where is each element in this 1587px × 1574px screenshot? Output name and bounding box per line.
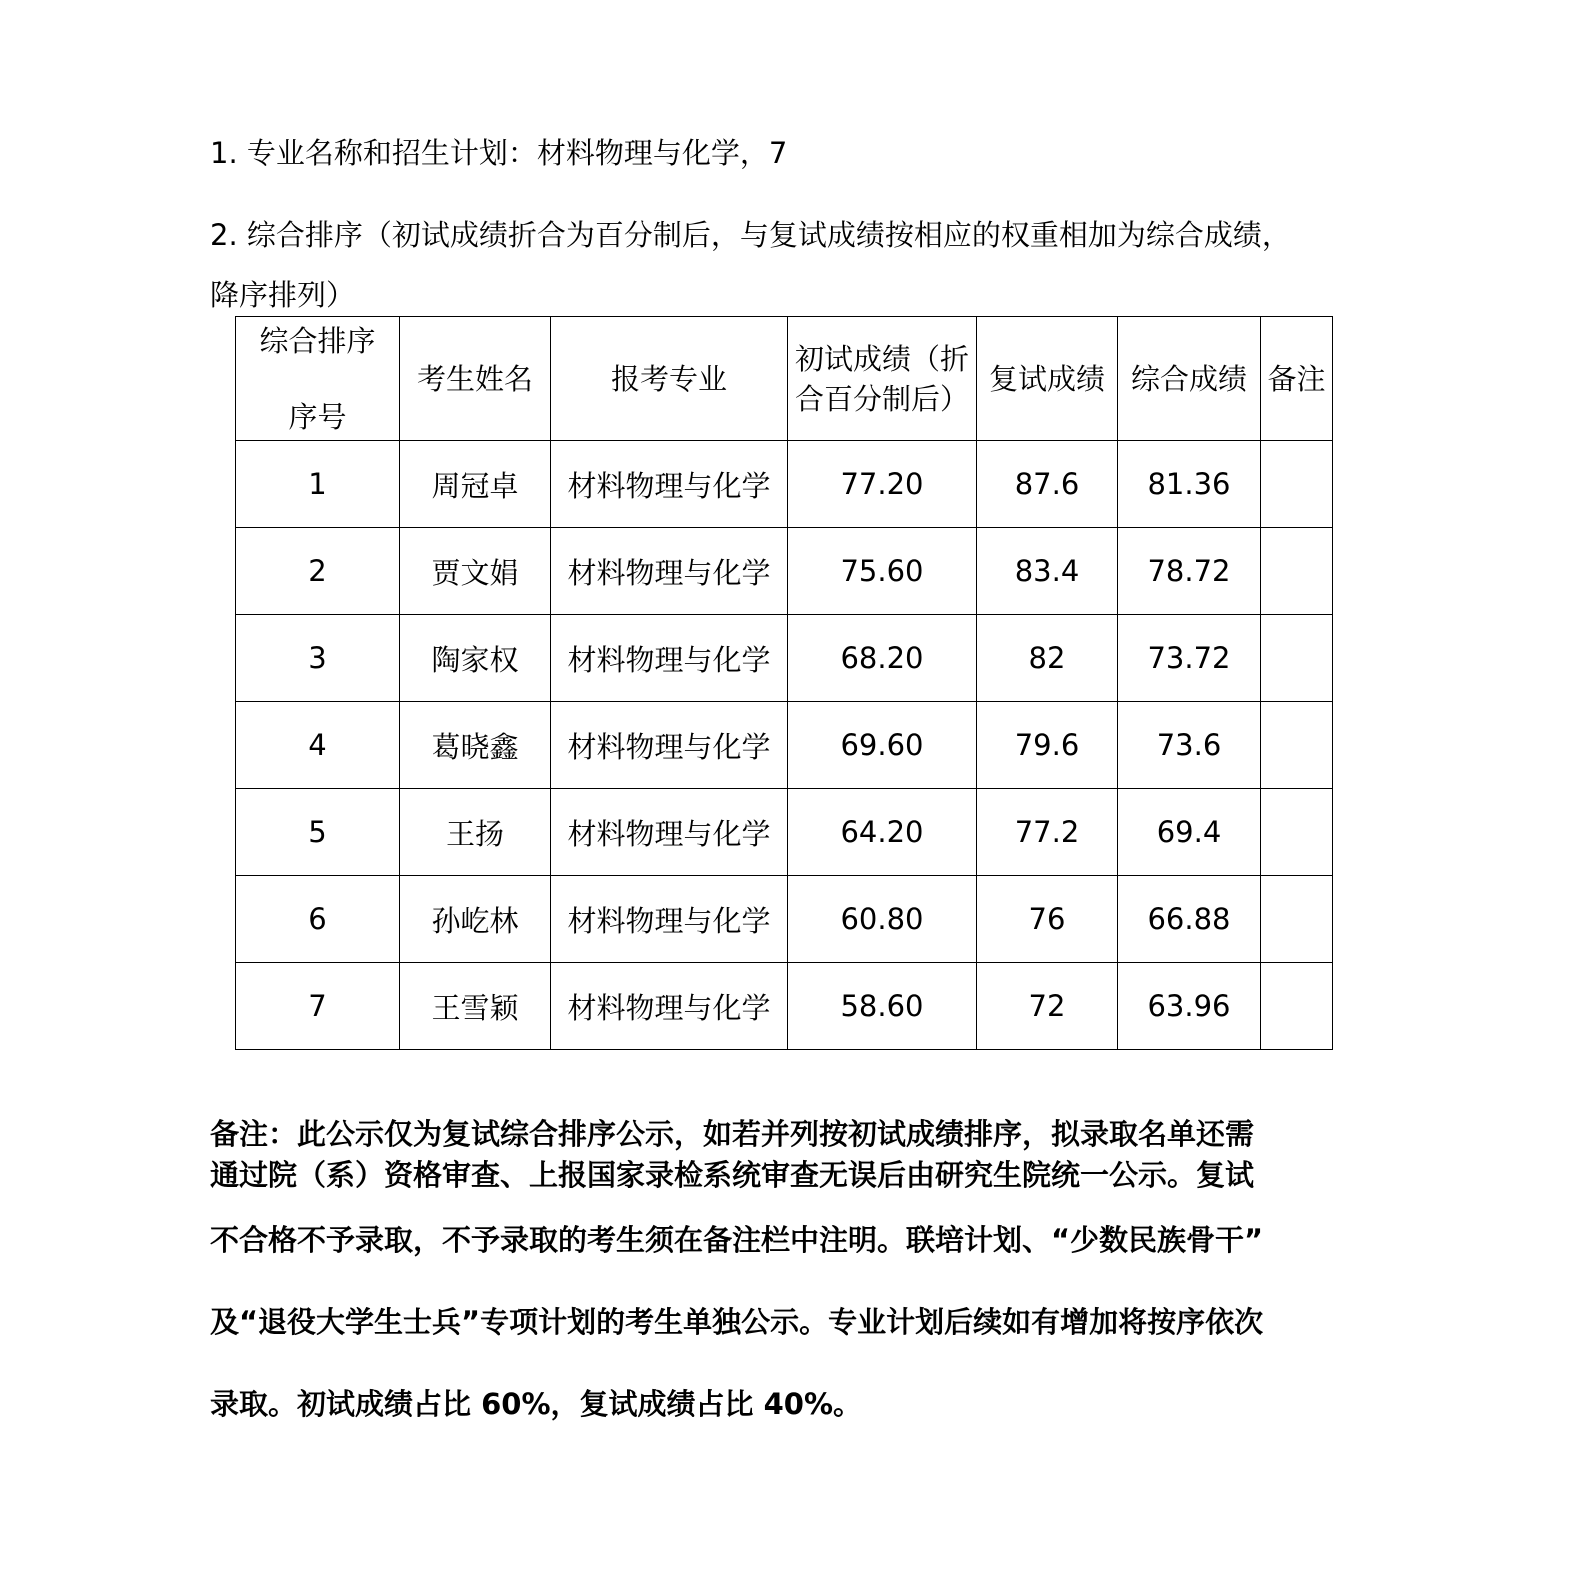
table-header-row [236, 317, 1333, 441]
header-name: 考生姓名 [400, 317, 551, 441]
cell-total-score: 81.36 [1118, 441, 1261, 528]
cell-name: 王扬 [400, 789, 551, 876]
cell-name: 孙屹林 [400, 876, 551, 963]
cell-remark [1261, 702, 1333, 789]
header-rank-line2: 序号 [288, 399, 347, 434]
cell-retest-score: 79.6 [977, 702, 1118, 789]
cell-major: 材料物理与化学 [551, 615, 788, 702]
cell-rank: 2 [236, 528, 400, 615]
cell-remark [1261, 441, 1333, 528]
section-heading-ranking: 2. 综合排序（初试成绩折合为百分制后，与复试成绩按相应的权重相加为综合成绩， [210, 218, 1291, 252]
header-rank-line1: 综合排序 [259, 323, 376, 358]
cell-remark [1261, 963, 1333, 1050]
header-initial-score [788, 317, 977, 441]
cell-initial-score: 68.20 [788, 615, 977, 702]
cell-remark [1261, 528, 1333, 615]
cell-initial-score: 64.20 [788, 789, 977, 876]
table-row [236, 615, 1333, 702]
cell-total-score: 78.72 [1118, 528, 1261, 615]
cell-name: 贾文娟 [400, 528, 551, 615]
table-row [236, 441, 1333, 528]
table-row [236, 876, 1333, 963]
cell-rank: 1 [236, 441, 400, 528]
note-line: 不合格不予录取，不予录取的考生须在备注栏中注明。联培计划、“少数民族骨干” [210, 1223, 1264, 1257]
cell-initial-score: 60.80 [788, 876, 977, 963]
note-line: 及“退役大学生士兵”专项计划的考生单独公示。专业计划后续如有增加将按序依次 [210, 1305, 1264, 1339]
cell-remark [1261, 615, 1333, 702]
cell-major: 材料物理与化学 [551, 963, 788, 1050]
cell-total-score: 69.4 [1118, 789, 1261, 876]
cell-retest-score: 82 [977, 615, 1118, 702]
cell-name: 葛晓鑫 [400, 702, 551, 789]
cell-retest-score: 72 [977, 963, 1118, 1050]
cell-major: 材料物理与化学 [551, 528, 788, 615]
cell-initial-score: 77.20 [788, 441, 977, 528]
table-row [236, 528, 1333, 615]
note-line: 通过院（系）资格审查、上报国家录检系统审查无误后由研究生院统一公示。复试 [210, 1158, 1255, 1192]
cell-rank: 7 [236, 963, 400, 1050]
table-row [236, 789, 1333, 876]
table-row [236, 702, 1333, 789]
cell-initial-score: 75.60 [788, 528, 977, 615]
cell-retest-score: 83.4 [977, 528, 1118, 615]
cell-name: 陶家权 [400, 615, 551, 702]
header-retest-score: 复试成绩 [977, 317, 1118, 441]
cell-rank: 4 [236, 702, 400, 789]
cell-retest-score: 77.2 [977, 789, 1118, 876]
header-initial-line2: 合百分制后） [794, 381, 969, 416]
cell-major: 材料物理与化学 [551, 441, 788, 528]
cell-total-score: 66.88 [1118, 876, 1261, 963]
cell-initial-score: 58.60 [788, 963, 977, 1050]
header-total-score: 综合成绩 [1118, 317, 1261, 441]
header-initial-line1: 初试成绩（折 [794, 341, 969, 376]
cell-remark [1261, 789, 1333, 876]
cell-major: 材料物理与化学 [551, 876, 788, 963]
cell-major: 材料物理与化学 [551, 789, 788, 876]
section-heading-ranking-continued: 降序排列） [210, 278, 356, 312]
header-rank [236, 317, 400, 441]
header-remark: 备注 [1261, 317, 1333, 441]
cell-rank: 5 [236, 789, 400, 876]
ranking-table [235, 316, 1333, 1050]
cell-name: 王雪颖 [400, 963, 551, 1050]
cell-name: 周冠卓 [400, 441, 551, 528]
cell-major: 材料物理与化学 [551, 702, 788, 789]
cell-total-score: 73.6 [1118, 702, 1261, 789]
table-row [236, 963, 1333, 1050]
note-line: 备注：此公示仅为复试综合排序公示，如若并列按初试成绩排序，拟录取名单还需 [210, 1117, 1255, 1151]
section-heading-major-plan: 1. 专业名称和招生计划：材料物理与化学，7 [210, 136, 788, 170]
cell-remark [1261, 876, 1333, 963]
cell-total-score: 73.72 [1118, 615, 1261, 702]
cell-retest-score: 76 [977, 876, 1118, 963]
note-line: 录取。初试成绩占比 60%，复试成绩占比 40%。 [210, 1387, 863, 1421]
cell-rank: 6 [236, 876, 400, 963]
cell-total-score: 63.96 [1118, 963, 1261, 1050]
cell-initial-score: 69.60 [788, 702, 977, 789]
cell-rank: 3 [236, 615, 400, 702]
cell-retest-score: 87.6 [977, 441, 1118, 528]
header-major: 报考专业 [551, 317, 788, 441]
